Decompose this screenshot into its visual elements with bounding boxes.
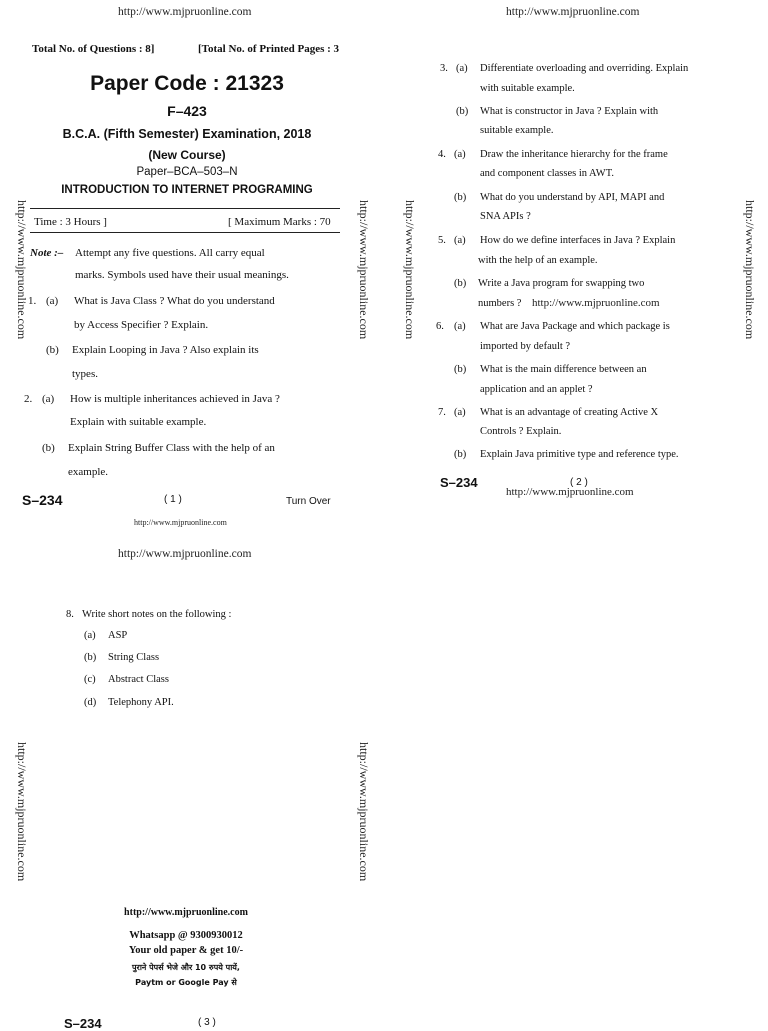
side-watermark-left-1: http://www.mjpruonline.com xyxy=(15,200,29,340)
q5a-line-2: with the help of an example. xyxy=(478,255,598,266)
header-url-right[interactable]: http://www.mjpruonline.com xyxy=(506,6,640,18)
q4b-line-2: SNA APIs ? xyxy=(480,211,531,222)
q8-item-c-text: Abstract Class xyxy=(108,674,169,685)
q2-number: 2. xyxy=(24,393,33,405)
q6-number: 6. xyxy=(436,321,444,332)
q8-item-d-text: Telephony API. xyxy=(108,697,174,708)
promo-paytm: Paytm or Google Pay से xyxy=(135,978,237,987)
q6b-line-2: application and an applet ? xyxy=(480,384,593,395)
q5b-line-2: numbers ? xyxy=(478,298,522,309)
page3-top-url[interactable]: http://www.mjpruonline.com xyxy=(118,548,252,560)
q7b-label: (b) xyxy=(454,449,467,460)
max-marks: [ Maximum Marks : 70 xyxy=(228,216,331,228)
promo-url[interactable]: http://www.mjpruonline.com xyxy=(124,907,248,918)
q8-item-b-text: String Class xyxy=(108,652,160,663)
q8-item-c-label: (c) xyxy=(84,674,96,685)
q5b-url[interactable]: http://www.mjpruonline.com xyxy=(532,297,660,309)
q5a-label: (a) xyxy=(454,235,466,246)
paper-code: Paper Code : 21323 xyxy=(90,72,284,95)
q2b-line-1: Explain String Buffer Class with the help of an xyxy=(68,442,275,454)
q6b-line-1: What is the main difference between an xyxy=(480,364,647,375)
turn-over: Turn Over xyxy=(286,496,331,507)
q2b-line-2: example. xyxy=(68,466,109,478)
q7b-line-1: Explain Java primitive type and reference type. xyxy=(480,449,679,460)
time-label: Time : 3 Hours ] xyxy=(34,216,107,228)
q1b-label: (b) xyxy=(46,344,59,356)
q3b-line-1: What is constructor in Java ? Explain with xyxy=(480,106,659,117)
note-line-1: Attempt any five questions. All carry equal xyxy=(75,247,265,259)
q5b-label: (b) xyxy=(454,278,467,289)
q1a-line-2: by Access Specifier ? Explain. xyxy=(74,319,209,331)
page2-footer-url[interactable]: http://www.mjpruonline.com xyxy=(506,486,634,498)
q4b-line-1: What do you understand by API, MAPI and xyxy=(480,192,665,203)
q2a-label: (a) xyxy=(42,393,55,405)
page2-footer-code: S–234 xyxy=(440,475,478,490)
side-watermark-mid-1: http://www.mjpruonline.com xyxy=(357,200,371,340)
page3-number: ( 3 ) xyxy=(198,1017,216,1028)
q4a-line-2: and component classes in AWT. xyxy=(480,168,614,179)
q4a-label: (a) xyxy=(454,149,466,160)
q1a-label: (a) xyxy=(46,295,59,307)
q3a-line-2: with suitable example. xyxy=(480,83,575,94)
q3b-label: (b) xyxy=(456,106,469,117)
promo-old-paper: Your old paper & get 10/- xyxy=(128,945,244,956)
side-watermark-mid-3: http://www.mjpruonline.com xyxy=(357,742,371,882)
q1b-line-2: types. xyxy=(72,368,98,380)
page3-footer-code: S–234 xyxy=(64,1016,102,1031)
course-type: (New Course) xyxy=(148,148,226,162)
q1b-line-1: Explain Looping in Java ? Also explain its xyxy=(72,344,259,356)
subject-title: INTRODUCTION TO INTERNET PROGRAMING xyxy=(61,184,313,196)
promo-hindi: पुराने पेपर्स भेजे और 10 रुपये पायें, xyxy=(132,963,240,972)
q7a-line-1: What is an advantage of creating Active X xyxy=(480,407,659,418)
q8-item-d-label: (d) xyxy=(84,697,97,708)
q4b-label: (b) xyxy=(454,192,467,203)
q8-number: 8. xyxy=(66,609,74,620)
q1a-line-1: What is Java Class ? What do you understand xyxy=(74,295,275,307)
q5b-line-1: Write a Java program for swapping two xyxy=(478,278,645,289)
q8-item-b-label: (b) xyxy=(84,652,97,663)
q3a-label: (a) xyxy=(456,63,468,74)
total-pages: [Total No. of Printed Pages : 3 xyxy=(198,43,340,55)
side-watermark-mid-2: http://www.mjpruonline.com xyxy=(403,200,417,340)
total-questions: Total No. of Questions : 8] xyxy=(32,43,155,55)
q8-item-a-label: (a) xyxy=(84,630,96,641)
side-watermark-left-2: http://www.mjpruonline.com xyxy=(15,742,29,882)
paper-number: Paper–BCA–503–N xyxy=(136,166,238,178)
page1-number: ( 1 ) xyxy=(164,494,182,505)
promo-whatsapp: Whatsapp @ 9300930012 xyxy=(129,930,243,941)
header-url-left[interactable]: http://www.mjpruonline.com xyxy=(118,6,252,18)
header-rule-top xyxy=(30,208,340,209)
page1-footer-url[interactable]: http://www.mjpruonline.com xyxy=(134,518,227,527)
q1-number: 1. xyxy=(28,295,37,307)
q3-number: 3. xyxy=(440,63,448,74)
exam-title: B.C.A. (Fifth Semester) Examination, 2018 xyxy=(62,127,312,141)
exam-code: F–423 xyxy=(167,103,207,119)
q3b-line-2: suitable example. xyxy=(480,125,554,136)
q6a-label: (a) xyxy=(454,321,466,332)
q4-number: 4. xyxy=(438,149,446,160)
q8-item-a-text: ASP xyxy=(108,630,128,641)
q7a-line-2: Controls ? Explain. xyxy=(480,426,562,437)
note-label: Note :– xyxy=(30,247,64,259)
q6a-line-2: imported by default ? xyxy=(480,341,571,352)
q4a-line-1: Draw the inheritance hierarchy for the frame xyxy=(480,149,668,160)
q6a-line-1: What are Java Package and which package is xyxy=(480,321,670,332)
note-line-2: marks. Symbols used have their usual meanings. xyxy=(75,269,289,281)
q2a-line-2: Explain with suitable example. xyxy=(70,416,207,428)
q7-number: 7. xyxy=(438,407,446,418)
q5-number: 5. xyxy=(438,235,446,246)
q2b-label: (b) xyxy=(42,442,55,454)
q8-text: Write short notes on the following : xyxy=(82,609,232,620)
page2-number: ( 2 ) xyxy=(570,477,588,488)
q7a-label: (a) xyxy=(454,407,466,418)
q3a-line-1: Differentiate overloading and overriding. Explain xyxy=(480,63,689,74)
q5a-line-1: How do we define interfaces in Java ? Explain xyxy=(480,235,676,246)
q6b-label: (b) xyxy=(454,364,467,375)
q2a-line-1: How is multiple inheritances achieved in Java ? xyxy=(70,393,280,405)
side-watermark-right-1: http://www.mjpruonline.com xyxy=(743,200,757,340)
header-rule-bottom xyxy=(30,232,340,233)
page1-footer-code: S–234 xyxy=(22,492,63,508)
